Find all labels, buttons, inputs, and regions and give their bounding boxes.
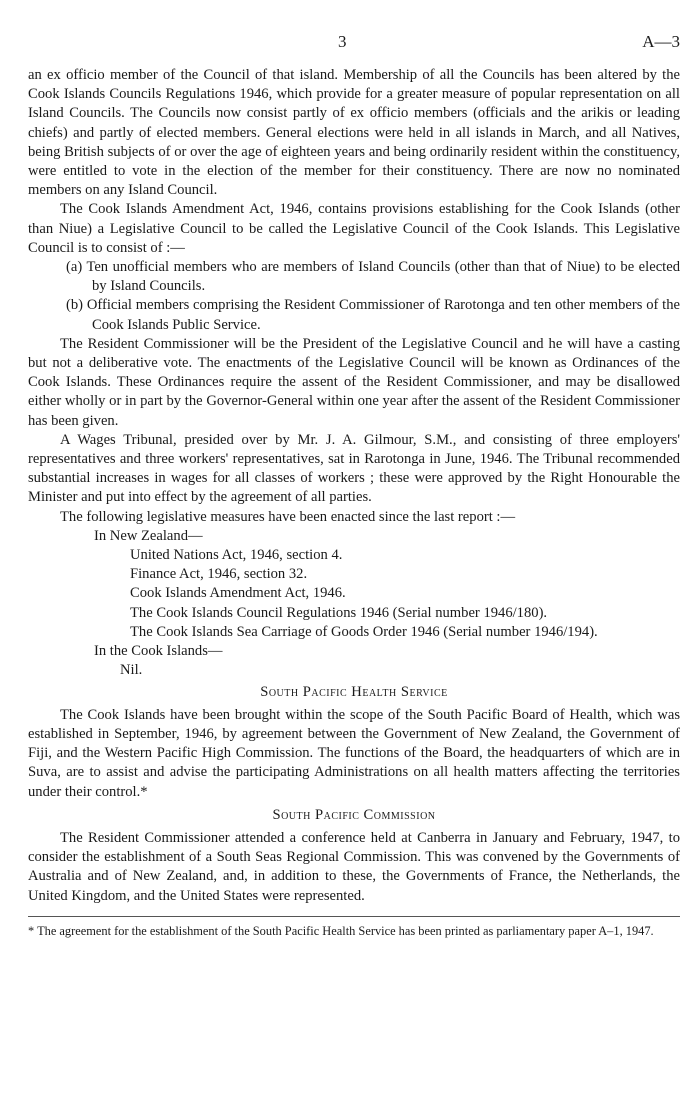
footnote-divider <box>28 916 680 917</box>
footnote: * The agreement for the establishment of the South Pacific Health Service has been printed as parliamentary paper A–1, 1947. <box>28 923 654 938</box>
list-item-a: (a) Ten unofficial members who are members of Island Councils (other than that of Niue) to be elected by Island Councils. <box>66 259 680 295</box>
paragraph-health-service: The Cook Islands have been brought within the scope of the South Pacific Board of Health, which was established in September, 1946, by agreement between the Government of New Zealand, the Government of Fiji, and the Western Pacific High Commission. The functions of the Board, the headquarters of which are in Suva, are to assist and advise the participating Administrations on all health matters affecting the territories under their control.* <box>28 706 680 800</box>
list-item: United Nations Act, 1946, section 4. <box>130 547 343 564</box>
paragraph-wages-tribunal: A Wages Tribunal, presided over by Mr. J. A. Gilmour, S.M., and consisting of three employers' representatives and three workers' representatives, sat in Rarotonga in June, 1946. The Tribunal recommended substantial increases in wages for all classes of workers ; these were approved by the Right Honourable the Minister and put into effect by the agreement of all parties. <box>28 431 680 506</box>
list-item: Cook Islands Amendment Act, 1946. <box>130 585 346 602</box>
list-item: Nil. <box>120 662 143 679</box>
document-reference: A—3 <box>642 32 680 51</box>
paragraph-legislative-measures: The following legislative measures have been enacted since the last report :— <box>60 508 516 525</box>
page-header <box>28 32 680 56</box>
paragraph-resident-commissioner: The Resident Commissioner will be the President of the Legislative Council and he will have a casting but not a deliberative vote. The enactments of the Legislative Council will be known as Ordinances of the Cook Islands. These Ordinances require the assent of the Resident Commissioner, and may be disallowed either wholly or in part by the Governor-General within one year after the assent of the Resident Commissioner has been given. <box>28 335 680 429</box>
paragraph-amendment-act: The Cook Islands Amendment Act, 1946, contains provisions establishing for the Cook Islands (other than Niue) a Legislative Council to be called the Legislative Council of the Cook Islands. This Legislative Council is to consist of :— <box>28 201 680 256</box>
list-item: The Cook Islands Council Regulations 1946 (Serial number 1946/180). <box>130 604 548 621</box>
page-number: 3 <box>338 32 347 51</box>
list-item: The Cook Islands Sea Carriage of Goods Order 1946 (Serial number 1946/194). <box>130 623 598 640</box>
section-heading-commission: South Pacific Commission <box>272 806 436 823</box>
paragraph-pacific-commission: The Resident Commissioner attended a conference held at Canberra in January and February, 1947, to consider the establishment of a South Seas Regional Commission. This was convened by the Governments of Australia and of New Zealand, and, in addition to these, the Governments of France, the Netherlands, the United Kingdom, and the United States were represented. <box>28 829 680 904</box>
list-item: Finance Act, 1946, section 32. <box>130 566 308 583</box>
page-body <box>28 66 680 939</box>
paragraph-councils: an ex officio member of the Council of that island. Membership of all the Councils has been altered by the Cook Islands Councils Regulations 1946, which provide for a greater measure of popular representation on all Island Councils. The Councils now consist partly of ex officio members (officials and the arikis or leading chiefs) and partly of elected members. General elections were held in all islands in March, and all Natives, being British subjects of or over the age of eighteen years and being ordinarily resident within the constituency, were entitled to vote in the election of the member for their constituency. There are now no nominated members on any Island Council. <box>28 67 680 199</box>
label-cook-islands: In the Cook Islands— <box>94 643 223 660</box>
label-new-zealand: In New Zealand— <box>94 527 203 544</box>
list-item-b: (b) Official members comprising the Resident Commissioner of Rarotonga and ten other members of the Cook Islands Public Service. <box>66 297 680 333</box>
section-heading-health: South Pacific Health Service <box>260 683 448 700</box>
